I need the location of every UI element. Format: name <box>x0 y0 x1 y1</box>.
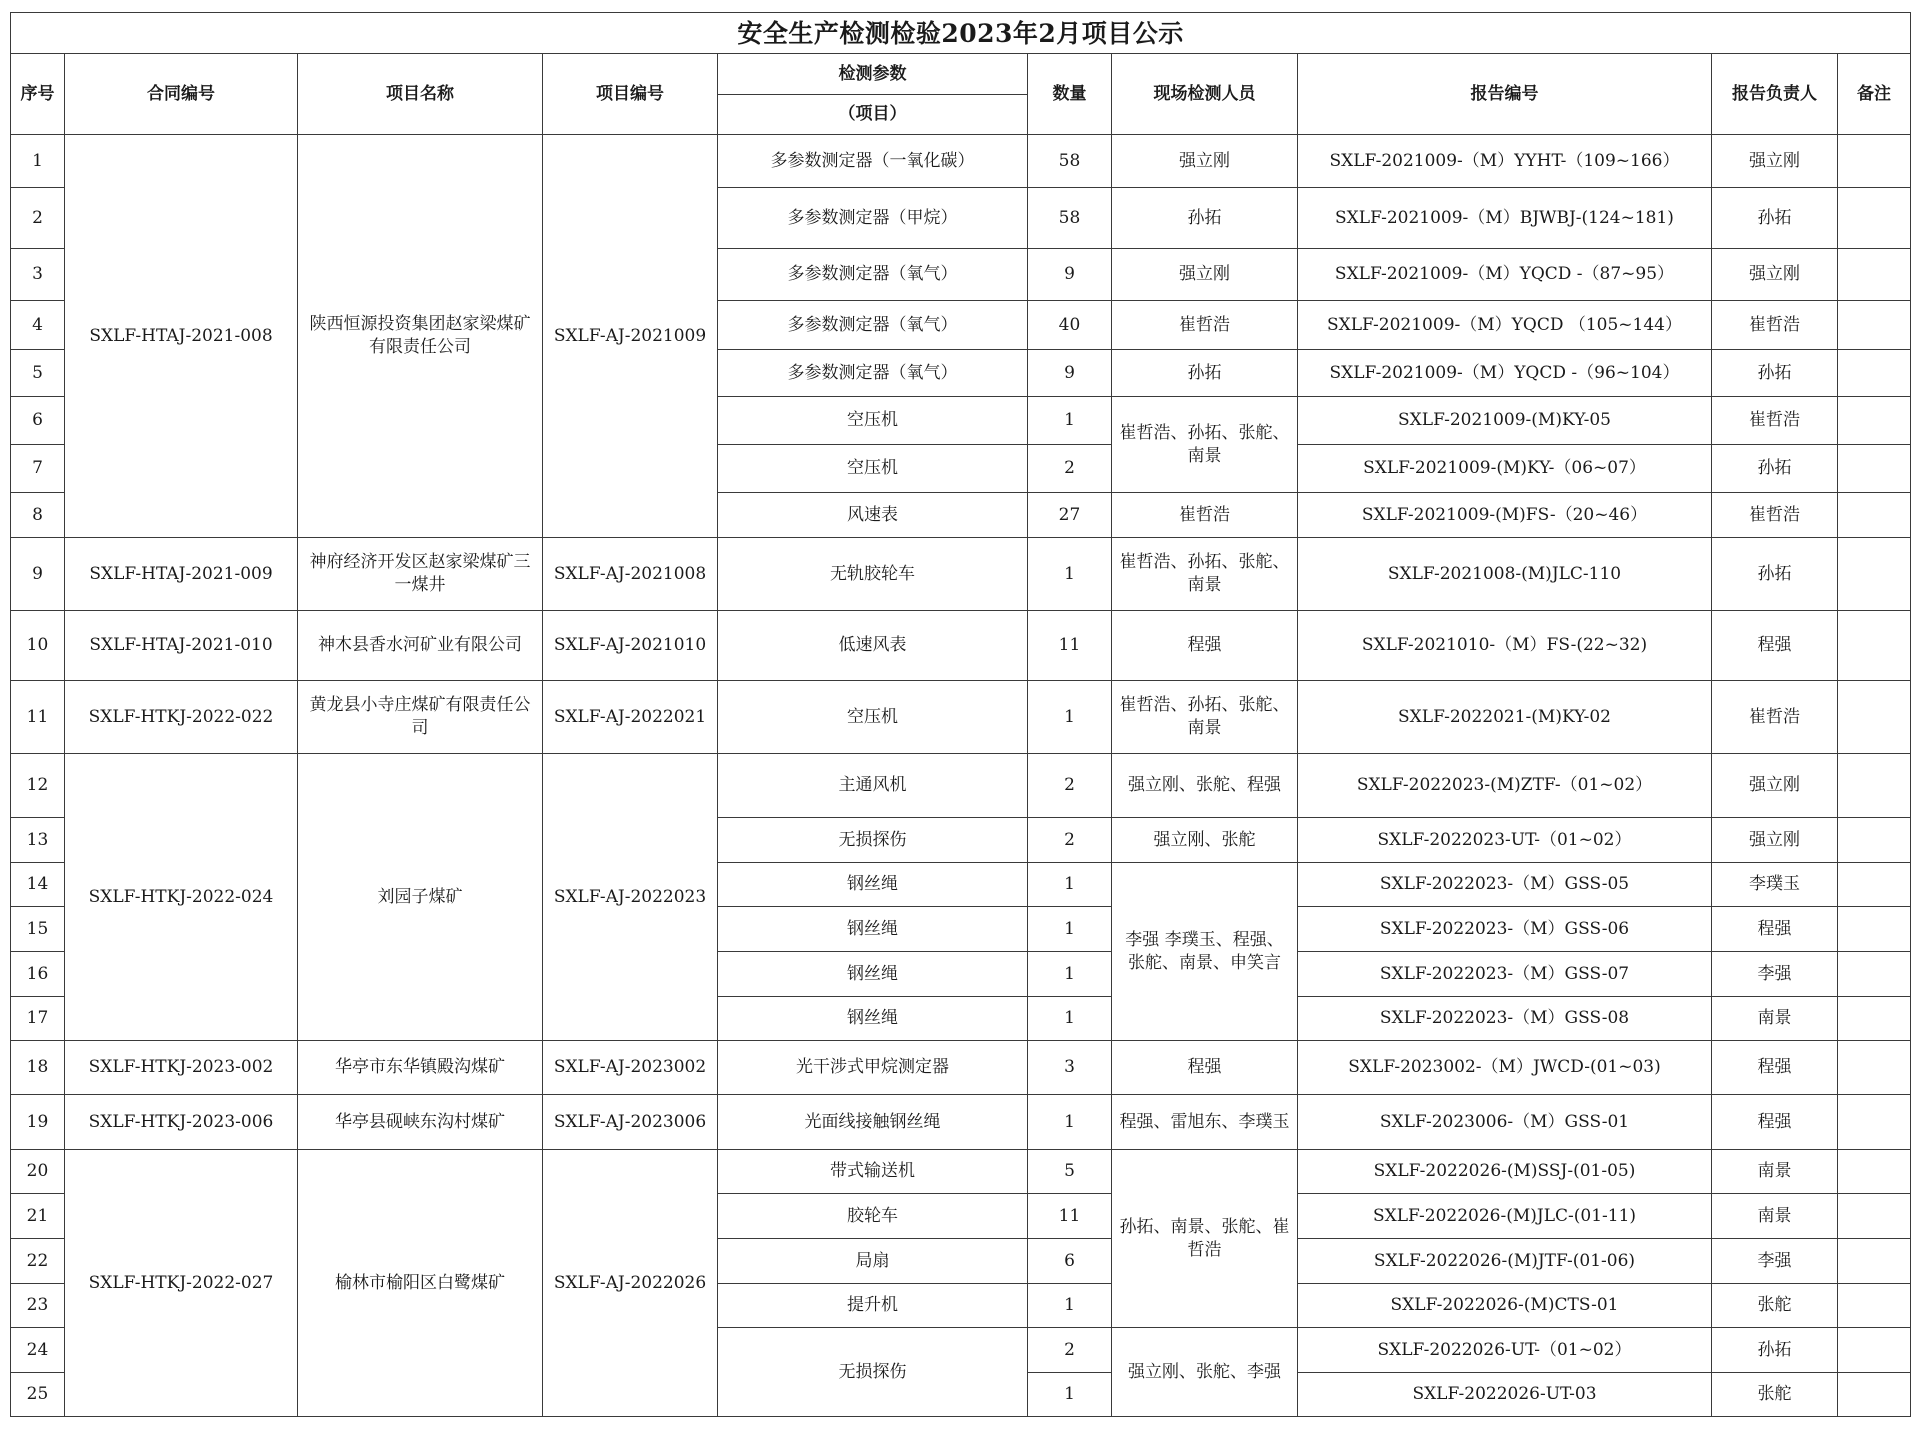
table-row <box>11 1041 1911 1095</box>
cell-inspector: 孙拓 <box>1112 188 1298 249</box>
cell-responsible: 孙拓 <box>1712 350 1838 397</box>
cell-report-no: SXLF-2022023-（M）GSS-07 <box>1298 952 1712 997</box>
header-qty: 数量 <box>1028 54 1112 135</box>
cell-seq: 5 <box>11 350 65 397</box>
cell-report-no: SXLF-2021009-（M）YQCD （105~144） <box>1298 301 1712 350</box>
cell-remark <box>1838 754 1911 818</box>
cell-seq: 22 <box>11 1239 65 1284</box>
cell-seq: 11 <box>11 681 65 754</box>
cell-remark <box>1838 1328 1911 1373</box>
cell-remark <box>1838 1150 1911 1194</box>
cell-report-no: SXLF-2022023-（M）GSS-05 <box>1298 863 1712 907</box>
cell-project-name: 华亭市东华镇殿沟煤矿 <box>298 1041 543 1095</box>
cell-responsible: 崔哲浩 <box>1712 681 1838 754</box>
cell-qty: 11 <box>1028 611 1112 681</box>
cell-param: 胶轮车 <box>718 1194 1028 1239</box>
cell-report-no: SXLF-2022026-UT-（01~02） <box>1298 1328 1712 1373</box>
cell-param: 多参数测定器（氧气） <box>718 350 1028 397</box>
cell-qty: 40 <box>1028 301 1112 350</box>
cell-report-no: SXLF-2021009-（M）BJWBJ-(124~181) <box>1298 188 1712 249</box>
cell-inspector: 程强 <box>1112 1041 1298 1095</box>
cell-inspector: 崔哲浩、孙拓、张舵、南景 <box>1112 538 1298 611</box>
cell-contract: SXLF-HTAJ-2021-010 <box>65 611 298 681</box>
cell-seq: 6 <box>11 397 65 445</box>
cell-responsible: 崔哲浩 <box>1712 397 1838 445</box>
cell-qty: 1 <box>1028 1284 1112 1328</box>
cell-remark <box>1838 397 1911 445</box>
cell-report-no: SXLF-2022023-UT-（01~02） <box>1298 818 1712 863</box>
cell-qty: 2 <box>1028 754 1112 818</box>
cell-qty: 9 <box>1028 249 1112 301</box>
cell-remark <box>1838 952 1911 997</box>
table-row <box>11 135 1911 188</box>
cell-seq: 20 <box>11 1150 65 1194</box>
cell-inspector: 李强 李璞玉、程强、张舵、南景、申笑言 <box>1112 863 1298 1041</box>
cell-param: 空压机 <box>718 445 1028 493</box>
cell-responsible: 程强 <box>1712 1095 1838 1150</box>
cell-remark <box>1838 1373 1911 1417</box>
cell-inspector: 崔哲浩 <box>1112 493 1298 538</box>
cell-project-no: SXLF-AJ-2021009 <box>543 135 718 538</box>
header-seq: 序号 <box>11 54 65 135</box>
cell-responsible: 南景 <box>1712 1150 1838 1194</box>
cell-remark <box>1838 997 1911 1041</box>
cell-seq: 15 <box>11 907 65 952</box>
cell-contract: SXLF-HTKJ-2023-006 <box>65 1095 298 1150</box>
cell-report-no: SXLF-2022026-(M)SSJ-(01-05) <box>1298 1150 1712 1194</box>
cell-qty: 1 <box>1028 1373 1112 1417</box>
cell-responsible: 孙拓 <box>1712 538 1838 611</box>
cell-remark <box>1838 188 1911 249</box>
cell-contract: SXLF-HTKJ-2022-027 <box>65 1150 298 1417</box>
cell-qty: 1 <box>1028 863 1112 907</box>
cell-responsible: 李璞玉 <box>1712 863 1838 907</box>
cell-param: 主通风机 <box>718 754 1028 818</box>
cell-seq: 21 <box>11 1194 65 1239</box>
cell-seq: 12 <box>11 754 65 818</box>
cell-contract: SXLF-HTAJ-2021-008 <box>65 135 298 538</box>
cell-qty: 1 <box>1028 1095 1112 1150</box>
cell-inspector: 孙拓、南景、张舵、崔哲浩 <box>1112 1150 1298 1328</box>
cell-inspector: 崔哲浩 <box>1112 301 1298 350</box>
cell-project-name: 刘园子煤矿 <box>298 754 543 1041</box>
cell-report-no: SXLF-2022026-UT-03 <box>1298 1373 1712 1417</box>
cell-qty: 1 <box>1028 397 1112 445</box>
cell-remark <box>1838 863 1911 907</box>
cell-qty: 11 <box>1028 1194 1112 1239</box>
table-row <box>11 1150 1911 1194</box>
cell-responsible: 程强 <box>1712 1041 1838 1095</box>
cell-project-name: 华亭县砚峡东沟村煤矿 <box>298 1095 543 1150</box>
inspection-table <box>10 12 1911 1417</box>
cell-seq: 24 <box>11 1328 65 1373</box>
cell-seq: 13 <box>11 818 65 863</box>
cell-seq: 10 <box>11 611 65 681</box>
cell-project-name: 陕西恒源投资集团赵家梁煤矿有限责任公司 <box>298 135 543 538</box>
cell-report-no: SXLF-2021009-（M）YYHT-（109~166） <box>1298 135 1712 188</box>
cell-inspector: 强立刚 <box>1112 249 1298 301</box>
cell-responsible: 李强 <box>1712 952 1838 997</box>
cell-responsible: 张舵 <box>1712 1373 1838 1417</box>
cell-remark <box>1838 1239 1911 1284</box>
cell-inspector: 孙拓 <box>1112 350 1298 397</box>
cell-seq: 9 <box>11 538 65 611</box>
header-report-no: 报告编号 <box>1298 54 1712 135</box>
cell-seq: 19 <box>11 1095 65 1150</box>
cell-seq: 8 <box>11 493 65 538</box>
cell-project-name: 黄龙县小寺庄煤矿有限责任公司 <box>298 681 543 754</box>
cell-inspector: 强立刚、张舵、程强 <box>1112 754 1298 818</box>
header-remark: 备注 <box>1838 54 1911 135</box>
cell-project-name: 神木县香水河矿业有限公司 <box>298 611 543 681</box>
cell-qty: 9 <box>1028 350 1112 397</box>
header-param-sub: （项目） <box>718 95 1028 135</box>
cell-project-no: SXLF-AJ-2023002 <box>543 1041 718 1095</box>
cell-report-no: SXLF-2023006-（M）GSS-01 <box>1298 1095 1712 1150</box>
cell-seq: 17 <box>11 997 65 1041</box>
cell-project-no: SXLF-AJ-2023006 <box>543 1095 718 1150</box>
header-responsible: 报告负责人 <box>1712 54 1838 135</box>
cell-param: 多参数测定器（氧气） <box>718 249 1028 301</box>
cell-remark <box>1838 1041 1911 1095</box>
cell-param: 多参数测定器（氧气） <box>718 301 1028 350</box>
cell-remark <box>1838 493 1911 538</box>
cell-project-no: SXLF-AJ-2022023 <box>543 754 718 1041</box>
cell-responsible: 孙拓 <box>1712 445 1838 493</box>
cell-project-name: 神府经济开发区赵家梁煤矿三一煤井 <box>298 538 543 611</box>
cell-contract: SXLF-HTAJ-2021-009 <box>65 538 298 611</box>
cell-remark <box>1838 350 1911 397</box>
cell-remark <box>1838 611 1911 681</box>
cell-param: 钢丝绳 <box>718 952 1028 997</box>
cell-report-no: SXLF-2022021-(M)KY-02 <box>1298 681 1712 754</box>
cell-project-no: SXLF-AJ-2021008 <box>543 538 718 611</box>
cell-seq: 3 <box>11 249 65 301</box>
cell-project-no: SXLF-AJ-2022021 <box>543 681 718 754</box>
cell-report-no: SXLF-2023002-（M）JWCD-(01~03) <box>1298 1041 1712 1095</box>
cell-qty: 2 <box>1028 445 1112 493</box>
cell-param: 无轨胶轮车 <box>718 538 1028 611</box>
cell-param: 带式输送机 <box>718 1150 1028 1194</box>
cell-report-no: SXLF-2021008-(M)JLC-110 <box>1298 538 1712 611</box>
cell-seq: 25 <box>11 1373 65 1417</box>
cell-qty: 1 <box>1028 952 1112 997</box>
cell-qty: 58 <box>1028 135 1112 188</box>
cell-responsible: 张舵 <box>1712 1284 1838 1328</box>
table-row <box>11 611 1911 681</box>
cell-inspector: 强立刚、张舵 <box>1112 818 1298 863</box>
cell-inspector: 强立刚 <box>1112 135 1298 188</box>
cell-contract: SXLF-HTKJ-2022-022 <box>65 681 298 754</box>
cell-report-no: SXLF-2022026-(M)CTS-01 <box>1298 1284 1712 1328</box>
header-project-name: 项目名称 <box>298 54 543 135</box>
cell-remark <box>1838 907 1911 952</box>
cell-report-no: SXLF-2021009-(M)KY-（06~07） <box>1298 445 1712 493</box>
cell-param: 局扇 <box>718 1239 1028 1284</box>
cell-qty: 6 <box>1028 1239 1112 1284</box>
cell-remark <box>1838 1194 1911 1239</box>
cell-remark <box>1838 135 1911 188</box>
table-row <box>11 538 1911 611</box>
cell-report-no: SXLF-2021009-（M）YQCD -（96~104） <box>1298 350 1712 397</box>
cell-param: 提升机 <box>718 1284 1028 1328</box>
cell-project-no: SXLF-AJ-2022026 <box>543 1150 718 1417</box>
cell-report-no: SXLF-2021009-(M)KY-05 <box>1298 397 1712 445</box>
cell-project-name: 榆林市榆阳区白鹭煤矿 <box>298 1150 543 1417</box>
cell-qty: 2 <box>1028 1328 1112 1373</box>
cell-responsible: 南景 <box>1712 1194 1838 1239</box>
cell-responsible: 强立刚 <box>1712 818 1838 863</box>
cell-contract: SXLF-HTKJ-2022-024 <box>65 754 298 1041</box>
cell-param: 无损探伤 <box>718 1328 1028 1417</box>
cell-qty: 5 <box>1028 1150 1112 1194</box>
cell-seq: 4 <box>11 301 65 350</box>
cell-qty: 27 <box>1028 493 1112 538</box>
cell-param: 钢丝绳 <box>718 907 1028 952</box>
cell-remark <box>1838 1284 1911 1328</box>
header-param: 检测参数 <box>718 54 1028 95</box>
cell-responsible: 强立刚 <box>1712 249 1838 301</box>
cell-responsible: 崔哲浩 <box>1712 301 1838 350</box>
cell-seq: 14 <box>11 863 65 907</box>
cell-inspector: 程强、雷旭东、李璞玉 <box>1112 1095 1298 1150</box>
cell-remark <box>1838 538 1911 611</box>
cell-seq: 7 <box>11 445 65 493</box>
cell-report-no: SXLF-2022023-(M)ZTF-（01~02） <box>1298 754 1712 818</box>
cell-inspector: 程强 <box>1112 611 1298 681</box>
cell-project-no: SXLF-AJ-2021010 <box>543 611 718 681</box>
cell-report-no: SXLF-2022023-（M）GSS-08 <box>1298 997 1712 1041</box>
table-row <box>11 754 1911 818</box>
cell-qty: 3 <box>1028 1041 1112 1095</box>
cell-param: 多参数测定器（一氧化碳） <box>718 135 1028 188</box>
cell-param: 低速风表 <box>718 611 1028 681</box>
cell-param: 风速表 <box>718 493 1028 538</box>
cell-report-no: SXLF-2022026-(M)JTF-(01-06) <box>1298 1239 1712 1284</box>
cell-param: 多参数测定器（甲烷） <box>718 188 1028 249</box>
cell-param: 空压机 <box>718 397 1028 445</box>
table-row <box>11 1095 1911 1150</box>
cell-responsible: 强立刚 <box>1712 754 1838 818</box>
cell-responsible: 孙拓 <box>1712 1328 1838 1373</box>
header-contract: 合同编号 <box>65 54 298 135</box>
cell-responsible: 程强 <box>1712 907 1838 952</box>
cell-inspector: 强立刚、张舵、李强 <box>1112 1328 1298 1417</box>
cell-param: 无损探伤 <box>718 818 1028 863</box>
table-title: 安全生产检测检验2023年2月项目公示 <box>11 13 1911 54</box>
cell-inspector: 崔哲浩、孙拓、张舵、南景 <box>1112 397 1298 493</box>
cell-report-no: SXLF-2022026-(M)JLC-(01-11) <box>1298 1194 1712 1239</box>
cell-param: 光干涉式甲烷测定器 <box>718 1041 1028 1095</box>
cell-param: 钢丝绳 <box>718 997 1028 1041</box>
cell-param: 空压机 <box>718 681 1028 754</box>
cell-qty: 1 <box>1028 681 1112 754</box>
cell-remark <box>1838 681 1911 754</box>
cell-responsible: 程强 <box>1712 611 1838 681</box>
cell-remark <box>1838 301 1911 350</box>
cell-remark <box>1838 1095 1911 1150</box>
cell-responsible: 李强 <box>1712 1239 1838 1284</box>
cell-report-no: SXLF-2022023-（M）GSS-06 <box>1298 907 1712 952</box>
cell-qty: 58 <box>1028 188 1112 249</box>
cell-responsible: 崔哲浩 <box>1712 493 1838 538</box>
cell-remark <box>1838 445 1911 493</box>
cell-seq: 1 <box>11 135 65 188</box>
cell-remark <box>1838 818 1911 863</box>
cell-param: 光面线接触钢丝绳 <box>718 1095 1028 1150</box>
cell-seq: 16 <box>11 952 65 997</box>
cell-remark <box>1838 249 1911 301</box>
cell-responsible: 强立刚 <box>1712 135 1838 188</box>
cell-qty: 1 <box>1028 907 1112 952</box>
cell-qty: 1 <box>1028 538 1112 611</box>
header-inspector: 现场检测人员 <box>1112 54 1298 135</box>
cell-report-no: SXLF-2021009-（M）YQCD -（87~95） <box>1298 249 1712 301</box>
cell-report-no: SXLF-2021009-(M)FS-（20~46） <box>1298 493 1712 538</box>
cell-inspector: 崔哲浩、孙拓、张舵、南景 <box>1112 681 1298 754</box>
cell-qty: 2 <box>1028 818 1112 863</box>
cell-seq: 23 <box>11 1284 65 1328</box>
cell-param: 钢丝绳 <box>718 863 1028 907</box>
cell-responsible: 孙拓 <box>1712 188 1838 249</box>
cell-seq: 18 <box>11 1041 65 1095</box>
inspection-table-sheet <box>10 12 1910 1421</box>
cell-qty: 1 <box>1028 997 1112 1041</box>
cell-contract: SXLF-HTKJ-2023-002 <box>65 1041 298 1095</box>
header-project-no: 项目编号 <box>543 54 718 135</box>
cell-responsible: 南景 <box>1712 997 1838 1041</box>
cell-seq: 2 <box>11 188 65 249</box>
table-row <box>11 681 1911 754</box>
cell-report-no: SXLF-2021010-（M）FS-(22~32) <box>1298 611 1712 681</box>
